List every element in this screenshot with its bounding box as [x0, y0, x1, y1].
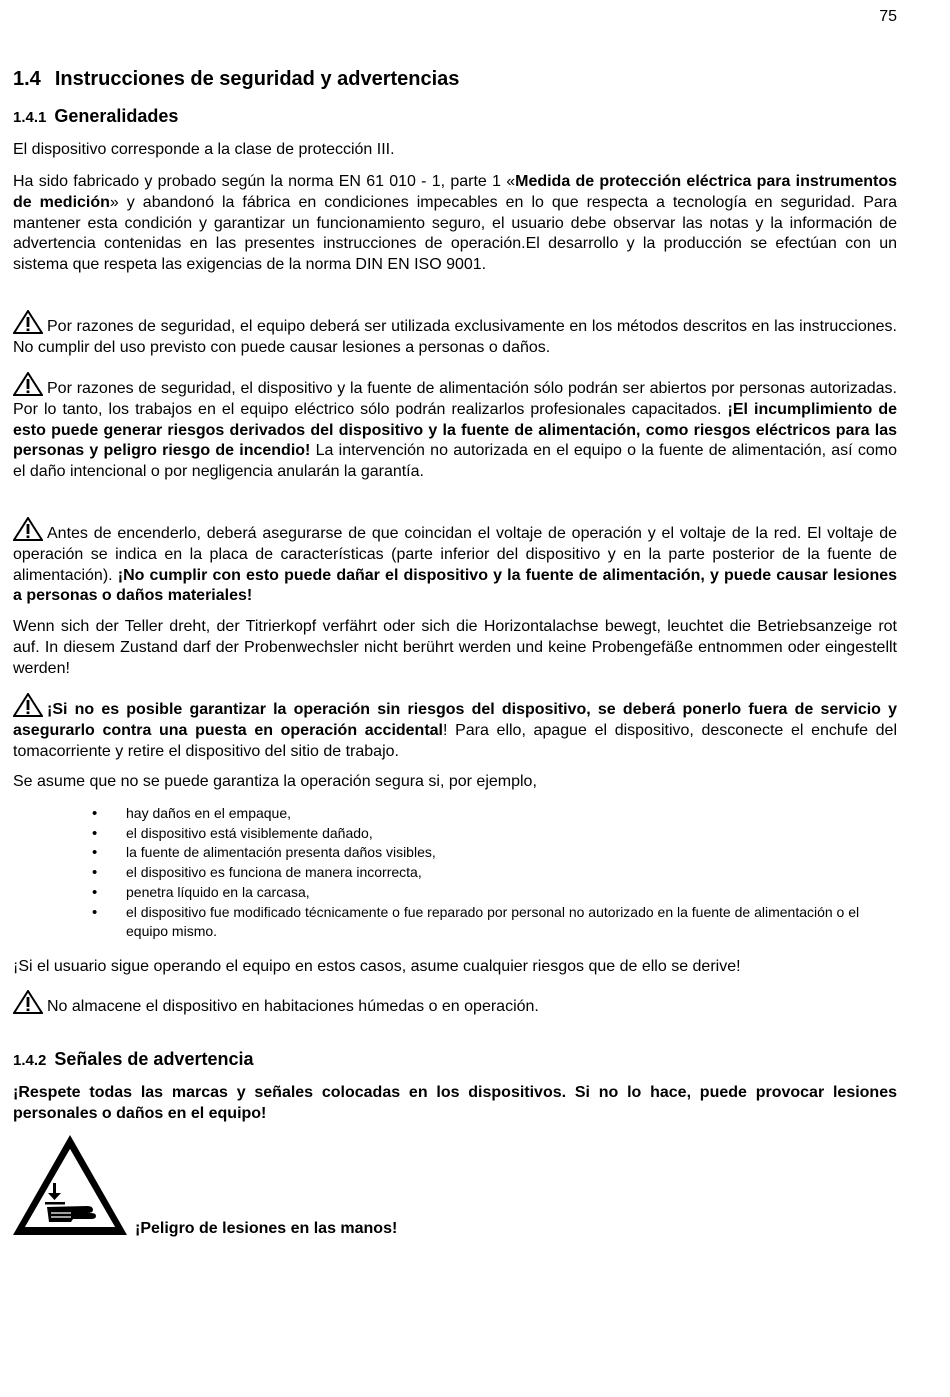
warning-opening-paragraph: Por razones de seguridad, el dispositivo y la fuente de alimentación sólo podrán ser abiertos por personas autorizadas. Por lo tanto, los trabajos en el equipo eléctrico sólo podrán realizarlos profesionales capacitados. ¡El incumplimiento de esto puede generar riesgos derivados del dispositivo y la fuente de alimentación, como riesgos eléctricos para las personas y peligro riesgo de incendio! La intervención no autorizada en el equipo o la fuente de alimentación, así como el daño intencional o por negligencia anularán la garantía.	[13, 372, 897, 483]
hand-injury-caption: ¡Peligro de lesiones en las manos!	[135, 1220, 398, 1237]
warning-icon	[13, 372, 43, 396]
page-number: 75	[879, 8, 897, 25]
subsection-heading-generalidades	[13, 106, 178, 127]
subsection-title: Señales de advertencia	[54, 1049, 254, 1069]
warning-out-of-service-paragraph: ¡Si no es posible garantizar la operación sin riesgos del dispositivo, se deberá ponerlo fuera de servicio y asegurarlo contra una puesta en operación accidental! Para ello, apague el dispositivo, desconecte el enchufe del tomacorriente y retire el dispositivo del sitio de trabajo.	[13, 693, 897, 762]
warning-voltage-paragraph: Antes de encenderlo, deberá asegurarse de que coincidan el voltaje de operación y el voltaje de la red. El voltaje de operación se indica en la placa de características (parte inferior del dispositivo y en la parte posterior de la fuente de alimentación). ¡No cumplir con esto puede dañar el dispositivo y la fuente de alimentación, y puede causar lesiones a personas o daños materiales!	[13, 517, 897, 607]
warning-icon	[13, 517, 43, 541]
warning-icon	[13, 990, 43, 1014]
subsection-title: Generalidades	[54, 106, 179, 126]
warning-storage-paragraph: No almacene el dispositivo en habitaciones húmedas o en operación.	[13, 990, 897, 1018]
list-item: • la fuente de alimentación presenta daños visibles,	[92, 843, 882, 863]
warning-usage-paragraph: Por razones de seguridad, el equipo deberá ser utilizada exclusivamente en los métodos descritos en las instrucciones. No cumplir del uso previsto con puede causar lesiones a personas o daños.	[13, 310, 897, 359]
subsection-number: 1.4.2	[13, 1052, 47, 1069]
list-item: • el dispositivo está visiblemente dañado,	[92, 824, 882, 844]
list-intro-paragraph: Se asume que no se puede garantiza la operación segura si, por ejemplo,	[13, 773, 537, 790]
subsection-heading-senales	[13, 1049, 253, 1070]
list-item: • el dispositivo fue modificado técnicamente o fue reparado por personal no autorizado en la fuente de alimentación o el equipo mismo.	[92, 903, 882, 942]
list-item: • hay daños en el empaque,	[92, 804, 882, 824]
warning-icon	[13, 310, 43, 334]
hand-injury-warning-icon	[11, 1133, 129, 1237]
german-paragraph: Wenn sich der Teller dreht, der Titrierkopf verfährt oder sich die Horizontalachse bewegt, leuchtet die Betriebsanzeige rot auf. In diesem Zustand darf der Probenwechsler nicht berührt werden und keine Probengefäße entnommen oder eingestellt werden!	[13, 618, 897, 677]
subsection-number: 1.4.1	[13, 109, 47, 126]
list-item: • penetra líquido en la carcasa,	[92, 883, 882, 903]
section-number: 1.4	[13, 68, 41, 90]
norm-paragraph: Ha sido fabricado y probado según la norma EN 61 010 - 1, parte 1 «Medida de protección eléctrica para instrumentos de medición» y abandonó la fábrica en condiciones impecables en lo que respecta a tecnología en seguridad. Para mantener esta condición y garantizar un funcionamiento seguro, el usuario debe observar las notas y la información de advertencia contenidas en las presentes instrucciones de operación.El desarrollo y la producción se efectúan con un sistema que respeta las exigencias de la norma DIN EN ISO 9001.	[13, 173, 898, 274]
unsafe-conditions-list	[92, 804, 882, 942]
warning-icon	[13, 693, 43, 717]
user-risk-paragraph: ¡Si el usuario sigue operando el equipo en estos casos, asume cualquier riesgos que de ello se derive!	[13, 958, 741, 975]
section-title: Instrucciones de seguridad y advertencias	[54, 68, 460, 90]
protection-class-paragraph: El dispositivo corresponde a la clase de protección III.	[13, 141, 395, 158]
signs-paragraph: ¡Respete todas las marcas y señales colocadas en los dispositivos. Si no lo hace, puede provocar lesiones personales o daños en el equipo!	[13, 1084, 897, 1122]
list-item: • el dispositivo es funciona de manera incorrecta,	[92, 863, 882, 883]
section-heading	[13, 68, 459, 91]
